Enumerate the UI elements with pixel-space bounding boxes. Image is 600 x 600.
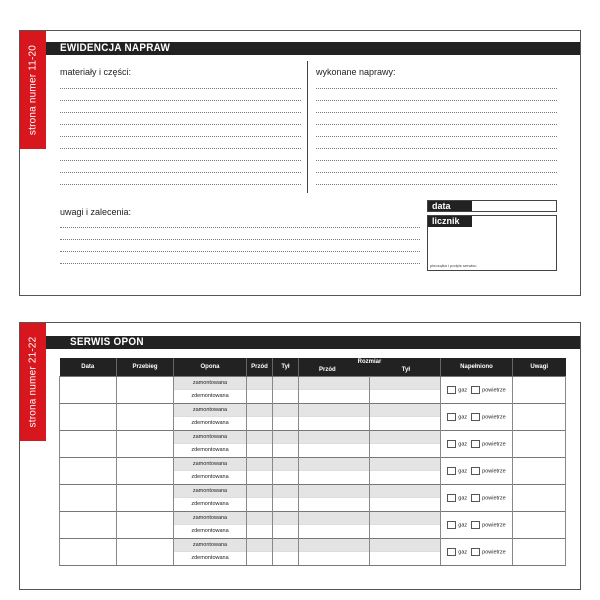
air-label: powietrze: [482, 413, 506, 420]
dismounted-label: zdemontowana: [174, 390, 247, 404]
mounted-label: zamontowana: [174, 376, 247, 390]
notes-label: uwagi i zalecenia:: [60, 207, 132, 217]
col-tire: Opona: [174, 358, 247, 376]
size-front-cell[interactable]: [299, 457, 370, 471]
writing-line[interactable]: [60, 251, 420, 252]
size-rear-cell[interactable]: [370, 538, 441, 552]
air-label: powietrze: [482, 494, 506, 501]
mounted-label: zamontowana: [174, 430, 247, 444]
date-cell[interactable]: [60, 376, 117, 403]
front-cell[interactable]: [247, 484, 273, 498]
gas-label: gaz: [458, 494, 468, 501]
column-divider: [307, 61, 308, 193]
gas-checkbox[interactable]: [447, 521, 456, 529]
col-front: Przód: [247, 358, 273, 376]
mileage-cell[interactable]: [117, 457, 174, 484]
repair-record-card: [19, 30, 581, 296]
gas-checkbox[interactable]: [447, 494, 456, 502]
notes-cell[interactable]: [513, 376, 566, 403]
air-checkbox[interactable]: [471, 386, 480, 394]
size-rear-cell[interactable]: [370, 484, 441, 498]
mileage-cell[interactable]: [117, 403, 174, 430]
size-front-cell[interactable]: [299, 498, 370, 512]
front-cell[interactable]: [247, 430, 273, 444]
materials-label: materiały i części:: [60, 67, 132, 77]
mounted-label: zamontowana: [174, 403, 247, 417]
size-rear-cell[interactable]: [370, 511, 441, 525]
dismounted-label: zdemontowana: [174, 552, 247, 566]
section-title: SERWIS OPON: [70, 336, 144, 348]
size-rear-cell[interactable]: [370, 430, 441, 444]
size-front-cell[interactable]: [299, 376, 370, 390]
size-rear-cell[interactable]: [370, 525, 441, 539]
writing-line[interactable]: [316, 100, 557, 101]
size-rear-cell[interactable]: [370, 376, 441, 390]
gas-label: gaz: [458, 521, 468, 528]
writing-line[interactable]: [316, 88, 557, 89]
size-front-cell[interactable]: [299, 552, 370, 566]
table-row: [60, 484, 566, 498]
page-range-label: strona numer 11-20: [27, 44, 39, 136]
front-cell[interactable]: [247, 498, 273, 512]
col-rear: Tył: [273, 358, 299, 376]
front-cell[interactable]: [247, 444, 273, 458]
rear-cell[interactable]: [273, 376, 299, 390]
filled-cell: [441, 376, 513, 403]
date-cell[interactable]: [60, 403, 117, 430]
gas-label: gaz: [458, 440, 468, 447]
writing-line[interactable]: [60, 239, 420, 240]
mileage-cell[interactable]: [117, 376, 174, 403]
filled-cell: [441, 403, 513, 430]
notes-cell[interactable]: [513, 430, 566, 457]
air-checkbox[interactable]: [471, 494, 480, 502]
writing-line[interactable]: [60, 184, 301, 185]
mounted-label: zamontowana: [174, 538, 247, 552]
air-label: powietrze: [482, 386, 506, 393]
front-cell[interactable]: [247, 417, 273, 431]
date-field[interactable]: [427, 200, 557, 212]
notes-cell[interactable]: [513, 403, 566, 430]
rear-cell[interactable]: [273, 457, 299, 471]
size-rear-cell[interactable]: [370, 471, 441, 485]
filled-cell: [441, 511, 513, 538]
rear-cell[interactable]: [273, 511, 299, 525]
size-rear-cell[interactable]: [370, 552, 441, 566]
col-size-title: Rozmiar: [357, 359, 382, 365]
rear-cell[interactable]: [273, 417, 299, 431]
gas-checkbox[interactable]: [447, 413, 456, 421]
date-cell[interactable]: [60, 511, 117, 538]
size-rear-cell[interactable]: [370, 457, 441, 471]
size-front-cell[interactable]: [299, 511, 370, 525]
gas-label: gaz: [458, 386, 468, 393]
air-label: powietrze: [482, 440, 506, 447]
tire-service-table: [59, 358, 566, 566]
stamp-label: pieczątka i podpis serwisu: [430, 263, 477, 268]
mounted-label: zamontowana: [174, 484, 247, 498]
table-row: [60, 430, 566, 444]
mounted-label: zamontowana: [174, 457, 247, 471]
page-range-tab: [20, 323, 46, 441]
air-label: powietrze: [482, 521, 506, 528]
writing-line[interactable]: [60, 124, 301, 125]
air-checkbox[interactable]: [471, 548, 480, 556]
gas-checkbox[interactable]: [447, 440, 456, 448]
filled-cell: [441, 538, 513, 565]
dismounted-label: zdemontowana: [174, 498, 247, 512]
mileage-cell[interactable]: [117, 430, 174, 457]
writing-line[interactable]: [60, 172, 301, 173]
rear-cell[interactable]: [273, 525, 299, 539]
rear-cell[interactable]: [273, 538, 299, 552]
gas-checkbox[interactable]: [447, 467, 456, 475]
repairs-label: wykonane naprawy:: [316, 67, 396, 77]
col-date: Data: [60, 358, 117, 376]
front-cell[interactable]: [247, 511, 273, 525]
notes-cell[interactable]: [513, 457, 566, 484]
dismounted-label: zdemontowana: [174, 417, 247, 431]
writing-line[interactable]: [60, 263, 420, 264]
writing-line[interactable]: [316, 184, 557, 185]
air-label: powietrze: [482, 548, 506, 555]
rear-cell[interactable]: [273, 444, 299, 458]
writing-line[interactable]: [316, 112, 557, 113]
rear-cell[interactable]: [273, 484, 299, 498]
gas-label: gaz: [458, 548, 468, 555]
col-filled: Napełniono: [441, 358, 513, 376]
air-checkbox[interactable]: [471, 521, 480, 529]
air-checkbox[interactable]: [471, 440, 480, 448]
dismounted-label: zdemontowana: [174, 471, 247, 485]
air-label: powietrze: [482, 467, 506, 474]
table-row: [60, 511, 566, 525]
writing-line[interactable]: [316, 148, 557, 149]
col-notes: Uwagi: [513, 358, 566, 376]
writing-line[interactable]: [316, 136, 557, 137]
size-front-cell[interactable]: [299, 444, 370, 458]
table-row: [60, 538, 566, 552]
date-cell[interactable]: [60, 430, 117, 457]
date-cell[interactable]: [60, 457, 117, 484]
dismounted-label: zdemontowana: [174, 525, 247, 539]
front-cell[interactable]: [247, 376, 273, 390]
section-header-band: [46, 42, 580, 55]
dismounted-label: zdemontowana: [174, 444, 247, 458]
writing-line[interactable]: [316, 160, 557, 161]
notes-cell[interactable]: [513, 511, 566, 538]
filled-cell: [441, 484, 513, 511]
section-title: EWIDENCJA NAPRAW: [60, 42, 171, 54]
size-rear-cell[interactable]: [370, 498, 441, 512]
tire-service-card: [19, 322, 581, 590]
notes-cell[interactable]: [513, 484, 566, 511]
writing-line[interactable]: [60, 112, 301, 113]
writing-line[interactable]: [60, 148, 301, 149]
writing-line[interactable]: [60, 160, 301, 161]
writing-line[interactable]: [316, 172, 557, 173]
rear-cell[interactable]: [273, 552, 299, 566]
front-cell[interactable]: [247, 457, 273, 471]
table-row: [60, 403, 566, 417]
filled-cell: [441, 430, 513, 457]
mileage-cell[interactable]: [117, 538, 174, 565]
front-cell[interactable]: [247, 390, 273, 404]
air-checkbox[interactable]: [471, 467, 480, 475]
page-range-label: strona numer 21-22: [27, 336, 39, 428]
col-mileage: Przebieg: [117, 358, 174, 376]
size-front-cell[interactable]: [299, 430, 370, 444]
filled-cell: [441, 457, 513, 484]
date-cell[interactable]: [60, 538, 117, 565]
writing-line[interactable]: [60, 136, 301, 137]
rear-cell[interactable]: [273, 390, 299, 404]
size-rear-cell[interactable]: [370, 444, 441, 458]
table-row: [60, 457, 566, 471]
mileage-cell[interactable]: [117, 511, 174, 538]
air-checkbox[interactable]: [471, 413, 480, 421]
size-front-cell[interactable]: [299, 525, 370, 539]
size-front-cell[interactable]: [299, 471, 370, 485]
size-rear-cell[interactable]: [370, 390, 441, 404]
front-cell[interactable]: [247, 525, 273, 539]
size-front-cell[interactable]: [299, 484, 370, 498]
page-range-tab: [20, 31, 46, 149]
counter-label: licznik: [428, 216, 472, 227]
gas-label: gaz: [458, 467, 468, 474]
size-front-cell[interactable]: [299, 538, 370, 552]
gas-checkbox[interactable]: [447, 548, 456, 556]
section-header-band: [46, 336, 580, 349]
writing-line[interactable]: [60, 227, 420, 228]
gas-checkbox[interactable]: [447, 386, 456, 394]
size-front-cell[interactable]: [299, 417, 370, 431]
rear-cell[interactable]: [273, 471, 299, 485]
size-rear-cell[interactable]: [370, 417, 441, 431]
date-cell[interactable]: [60, 484, 117, 511]
front-cell[interactable]: [247, 403, 273, 417]
front-cell[interactable]: [247, 538, 273, 552]
mounted-label: zamontowana: [174, 511, 247, 525]
writing-line[interactable]: [60, 100, 301, 101]
size-rear-cell[interactable]: [370, 403, 441, 417]
mileage-cell[interactable]: [117, 484, 174, 511]
col-size: [299, 358, 441, 376]
size-front-cell[interactable]: [299, 390, 370, 404]
notes-cell[interactable]: [513, 538, 566, 565]
writing-line[interactable]: [60, 88, 301, 89]
front-cell[interactable]: [247, 471, 273, 485]
col-size-rear: Tył: [401, 367, 410, 373]
writing-line[interactable]: [316, 124, 557, 125]
col-size-front: Przód: [319, 367, 336, 373]
stamp-box[interactable]: [427, 215, 557, 271]
gas-label: gaz: [458, 413, 468, 420]
date-label: data: [428, 201, 472, 211]
rear-cell[interactable]: [273, 430, 299, 444]
rear-cell[interactable]: [273, 498, 299, 512]
front-cell[interactable]: [247, 552, 273, 566]
table-row: [60, 376, 566, 390]
size-front-cell[interactable]: [299, 403, 370, 417]
rear-cell[interactable]: [273, 403, 299, 417]
